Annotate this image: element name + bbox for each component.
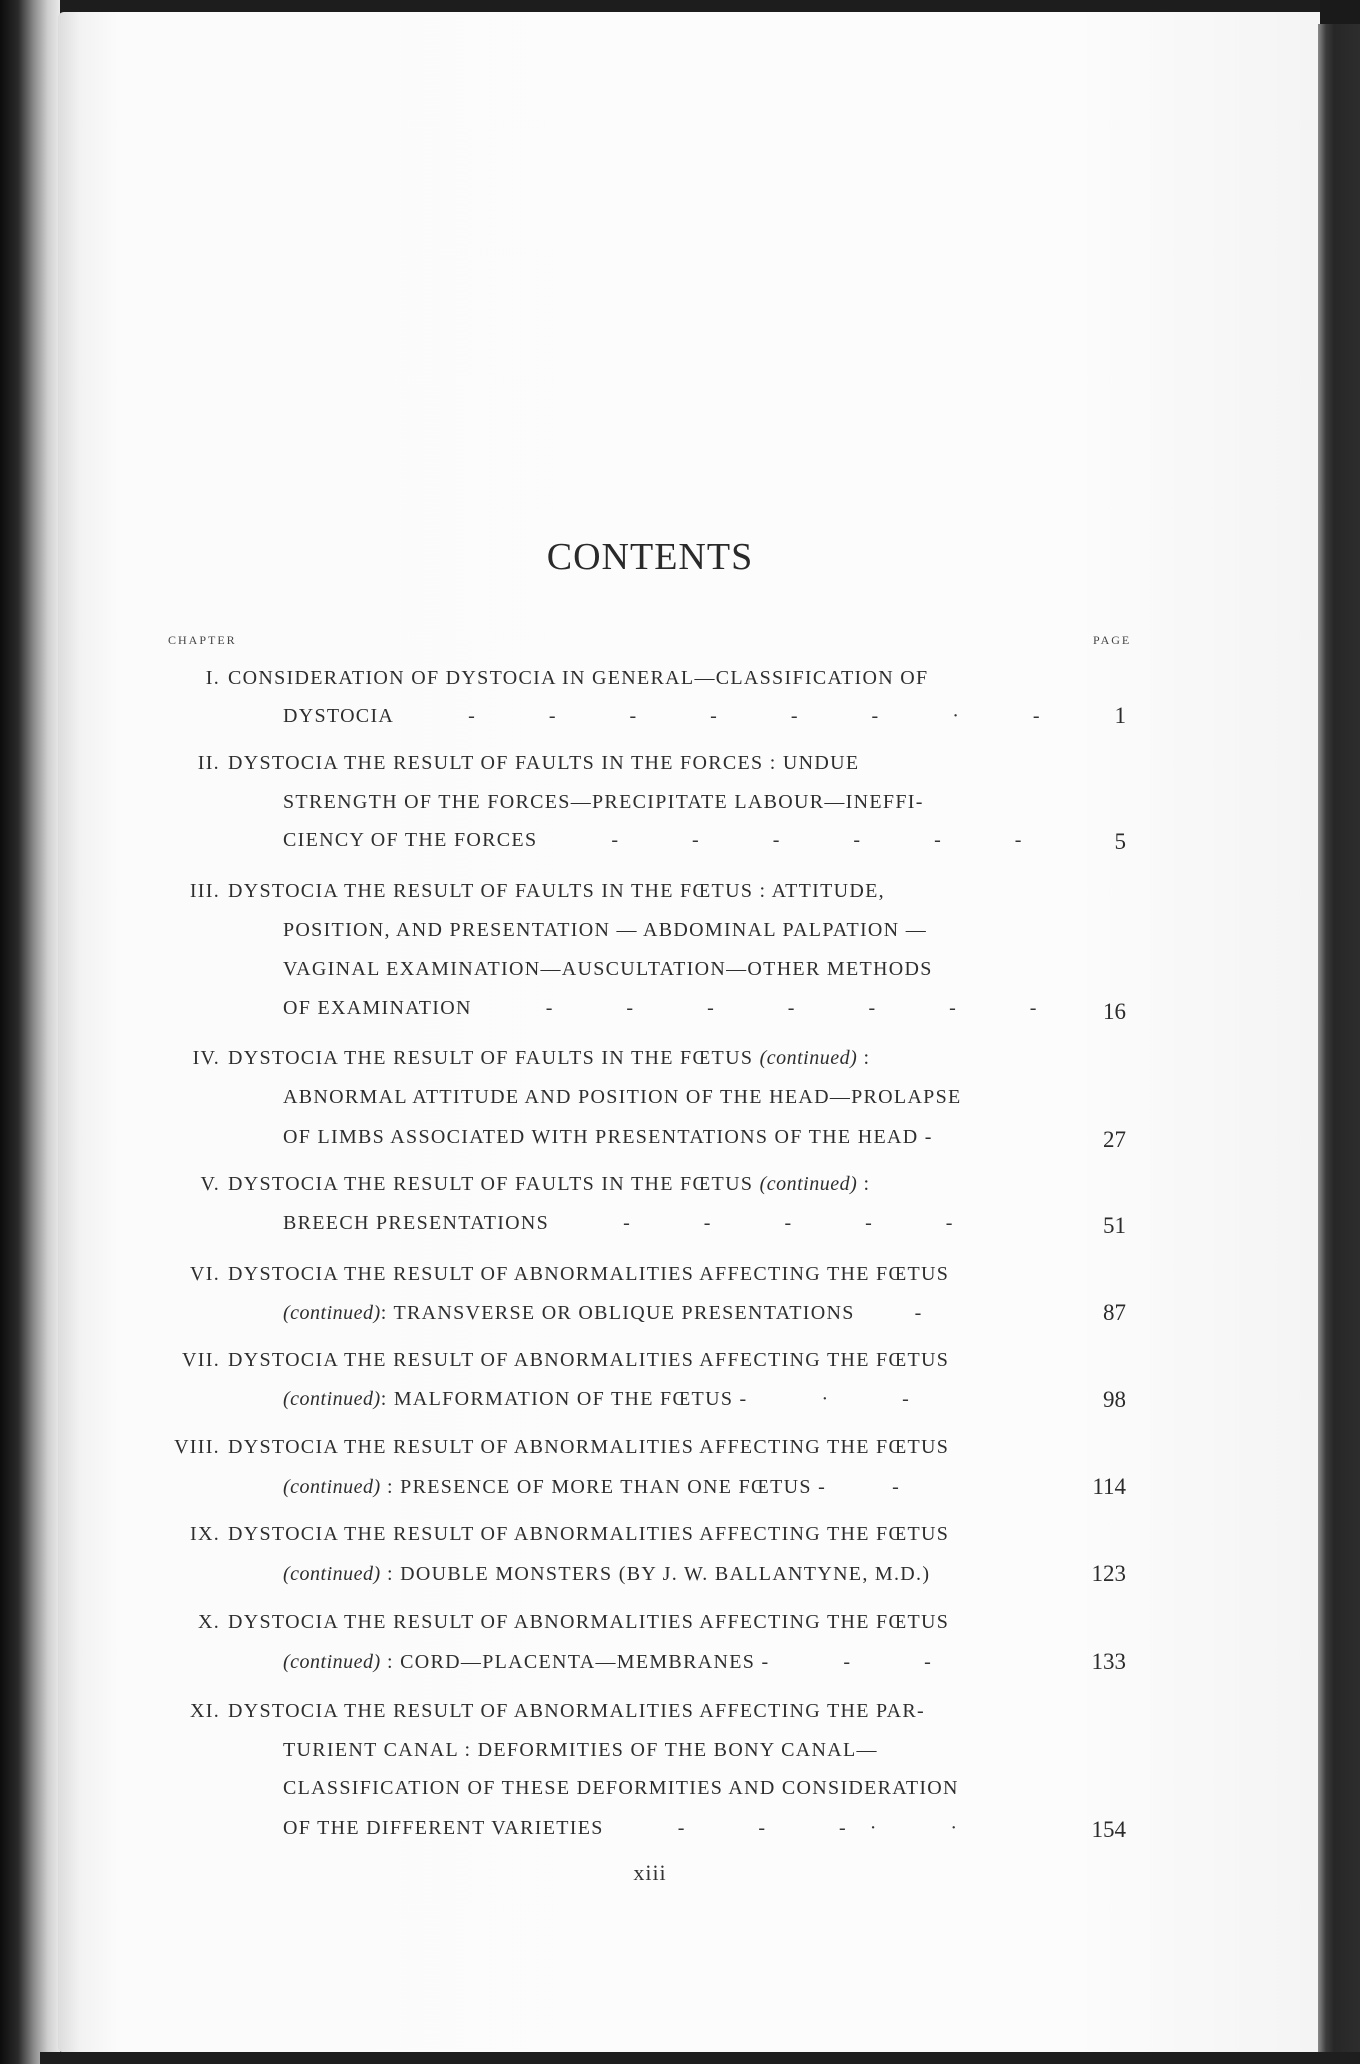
entry-continuation — [283, 705, 1040, 728]
entry-text-line: DYSTOCIA THE RESULT OF FAULTS IN THE FŒTUS : ATTITUDE, — [228, 880, 885, 902]
toc-entry-4 — [0, 1047, 1060, 1070]
page-number: 1 — [1114, 703, 1126, 728]
toc-entry-3 — [0, 880, 1060, 903]
scan-bottom-edge — [40, 2052, 1360, 2064]
entry-continuation — [283, 919, 927, 942]
continued-note: (continued) — [283, 1302, 381, 1324]
toc-entry-2 — [0, 752, 1060, 775]
leader-dots: - — [914, 1302, 922, 1324]
chapter-number: II. — [197, 752, 220, 774]
leader-dots: - — [892, 1476, 899, 1498]
contents-title: CONTENTS — [546, 536, 754, 578]
leader-dots: - - - - - - · - — [468, 705, 1040, 727]
leader-dots: - - - - - - — [611, 829, 1022, 851]
page-number: 87 — [1103, 1300, 1126, 1325]
continued-note: (continued) — [759, 1047, 858, 1069]
entry-text-line: OF THE DIFFERENT VARIETIES — [283, 1817, 604, 1839]
entry-text-line: DYSTOCIA THE RESULT OF FAULTS IN THE FŒTUS — [228, 1047, 754, 1069]
entry-text-line: DYSTOCIA THE RESULT OF ABNORMALITIES AFFECTING THE FŒTUS — [228, 1611, 950, 1633]
leader-dots: · - — [821, 1388, 909, 1410]
leader-dots: - - - · · — [677, 1817, 958, 1839]
punctuation: : — [857, 1047, 871, 1069]
toc-entry-11 — [0, 1700, 1060, 1723]
entry-continuation — [283, 1563, 930, 1586]
toc-entry-9 — [0, 1523, 1060, 1546]
toc-entry-10 — [0, 1611, 1060, 1634]
entry-text-line: OF LIMBS ASSOCIATED WITH PRESENTATIONS OF THE HEAD - — [283, 1126, 933, 1148]
entry-text-line: DYSTOCIA — [283, 705, 395, 727]
entry-continuation — [283, 958, 933, 981]
page-folio: xiii — [633, 1860, 667, 1885]
continued-note: (continued) — [759, 1173, 858, 1195]
chapter-number: IX. — [189, 1523, 220, 1545]
entry-continuation — [283, 1126, 933, 1149]
entry-text-line: DYSTOCIA THE RESULT OF ABNORMALITIES AFFECTING THE FŒTUS — [228, 1263, 950, 1285]
entry-text-line: : TRANSVERSE OR OBLIQUE PRESENTATIONS — [380, 1302, 855, 1324]
entry-continuation — [283, 1212, 952, 1235]
entry-text-line: VAGINAL EXAMINATION—AUSCULTATION—OTHER METHODS — [283, 958, 933, 980]
page-number: 123 — [1091, 1561, 1126, 1586]
entry-continuation — [283, 1388, 909, 1411]
entry-text-line: TURIENT CANAL : DEFORMITIES OF THE BONY CANAL— — [283, 1739, 878, 1761]
chapter-number: XI. — [189, 1700, 220, 1722]
page-number: 114 — [1092, 1474, 1126, 1499]
leader-dots: - - - - - — [623, 1212, 953, 1234]
page-column-header: PAGE — [1093, 633, 1132, 647]
entry-text-line: ABNORMAL ATTITUDE AND POSITION OF THE HEAD—PROLAPSE — [283, 1086, 962, 1108]
continued-note: (continued) — [283, 1563, 381, 1585]
entry-continuation — [283, 791, 924, 814]
entry-text-line: : MALFORMATION OF THE FŒTUS - — [380, 1388, 748, 1410]
chapter-number: V. — [200, 1173, 220, 1195]
entry-continuation — [283, 1476, 899, 1499]
continued-note: (continued) — [283, 1476, 381, 1498]
entry-continuation — [283, 1651, 931, 1674]
entry-text-line: CIENCY OF THE FORCES — [283, 829, 538, 851]
entry-text-line: CLASSIFICATION OF THESE DEFORMITIES AND CONSIDERATION — [283, 1777, 959, 1799]
book-spine-shadow — [0, 0, 60, 2064]
entry-text-line: : CORD—PLACENTA—MEMBRANES - — [380, 1651, 770, 1673]
entry-continuation — [283, 1086, 962, 1109]
chapter-number: VII. — [182, 1349, 220, 1371]
continued-note: (continued) — [283, 1388, 381, 1410]
page-number: 133 — [1091, 1649, 1126, 1674]
entry-text-line: OF EXAMINATION — [283, 997, 472, 1019]
chapter-number: III. — [189, 880, 220, 902]
entry-continuation — [283, 997, 1036, 1020]
page-number: 51 — [1103, 1213, 1126, 1238]
chapter-number: VIII. — [174, 1436, 220, 1458]
toc-entry-8 — [0, 1436, 1060, 1459]
entry-continuation — [283, 1777, 959, 1800]
entry-continuation — [283, 1302, 921, 1325]
entry-text-line: DYSTOCIA THE RESULT OF ABNORMALITIES AFFECTING THE PAR- — [228, 1700, 925, 1722]
page-number: 98 — [1103, 1387, 1126, 1412]
leader-dots: - - - - - - - — [545, 997, 1037, 1019]
entry-text-line: : PRESENCE OF MORE THAN ONE FŒTUS - — [380, 1476, 827, 1498]
toc-entry-1 — [0, 667, 1060, 690]
toc-entry-5 — [0, 1173, 1060, 1196]
punctuation: : — [857, 1173, 871, 1195]
entry-text-line: CONSIDERATION OF DYSTOCIA IN GENERAL—CLASSIFICATION OF — [228, 667, 929, 689]
chapter-number: VI. — [189, 1263, 220, 1285]
entry-text-line: STRENGTH OF THE FORCES—PRECIPITATE LABOUR—INEFFI- — [283, 791, 924, 813]
entry-text-line: DYSTOCIA THE RESULT OF ABNORMALITIES AFFECTING THE FŒTUS — [228, 1349, 950, 1371]
chapter-number: IV. — [192, 1047, 220, 1069]
toc-entry-7 — [0, 1349, 1060, 1372]
page-number: 27 — [1103, 1127, 1126, 1152]
entry-text-line: DYSTOCIA THE RESULT OF FAULTS IN THE FŒTUS — [228, 1173, 754, 1195]
page-number: 5 — [1114, 829, 1126, 854]
entry-text-line: BREECH PRESENTATIONS — [283, 1212, 550, 1234]
chapter-number: I. — [205, 667, 220, 689]
continued-note: (continued) — [283, 1651, 381, 1673]
entry-text-line: DYSTOCIA THE RESULT OF FAULTS IN THE FORCES : UNDUE — [228, 752, 860, 774]
chapter-number: X. — [197, 1611, 220, 1633]
leader-dots: - - — [843, 1651, 931, 1673]
entry-text-line: POSITION, AND PRESENTATION — ABDOMINAL PALPATION — — [283, 919, 928, 941]
page-number: 16 — [1103, 999, 1126, 1024]
entry-text-line: DYSTOCIA THE RESULT OF ABNORMALITIES AFFECTING THE FŒTUS — [228, 1523, 950, 1545]
entry-text-line: DYSTOCIA THE RESULT OF ABNORMALITIES AFFECTING THE FŒTUS — [228, 1436, 950, 1458]
entry-continuation — [283, 829, 1021, 852]
toc-entry-6 — [0, 1263, 1060, 1286]
entry-continuation — [283, 1739, 878, 1762]
entry-continuation — [283, 1817, 957, 1840]
entry-text-line: : DOUBLE MONSTERS (BY J. W. BALLANTYNE, M.D.) — [380, 1563, 931, 1585]
book-fore-edge — [1318, 24, 1360, 2064]
page-number: 154 — [1091, 1817, 1126, 1842]
chapter-column-header: CHAPTER — [168, 633, 237, 647]
